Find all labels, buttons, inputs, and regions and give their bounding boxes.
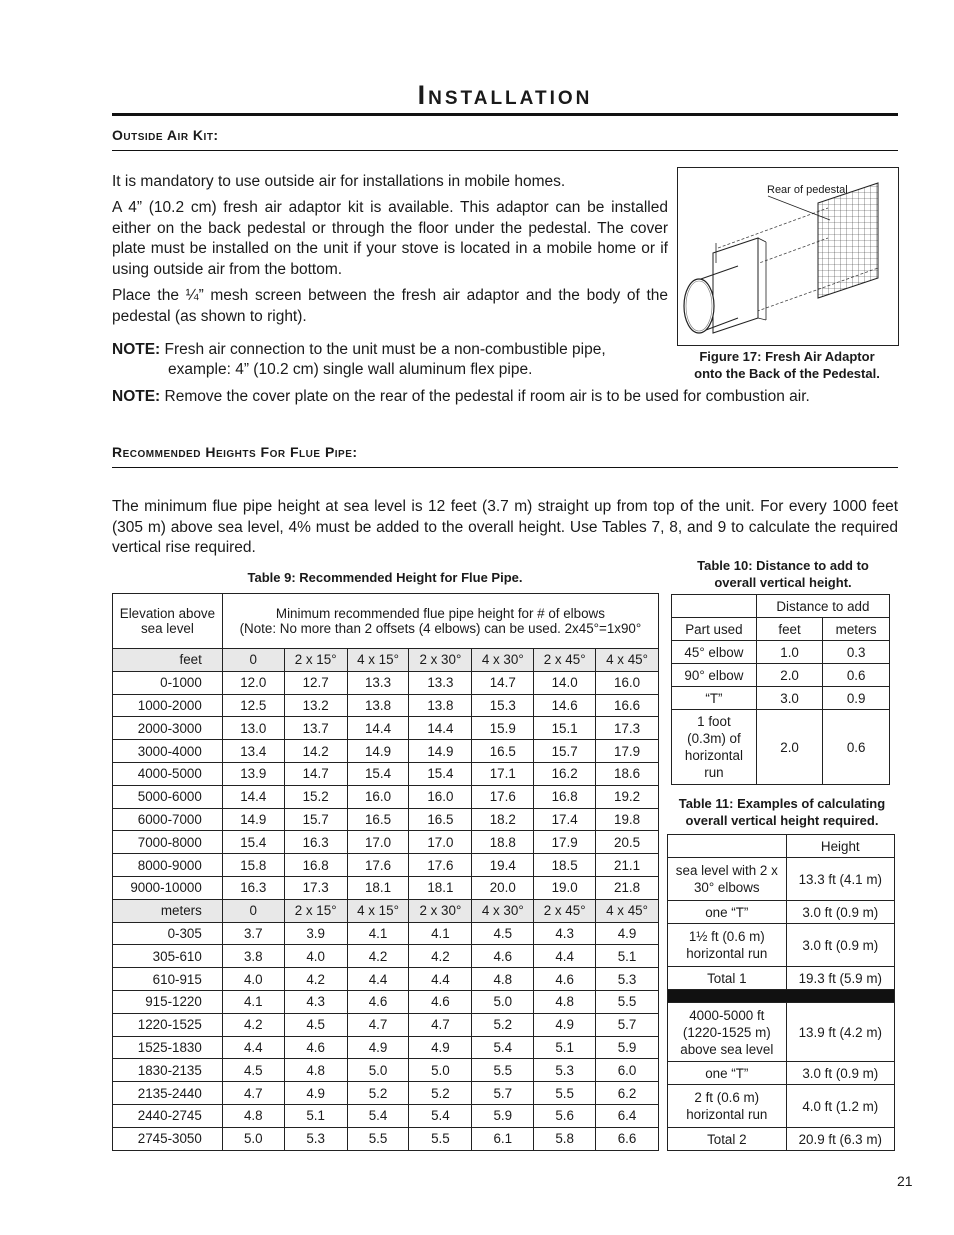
table9-feet_header bbox=[113, 649, 659, 672]
table-row bbox=[113, 1104, 659, 1127]
figure-label: Rear of pedestal bbox=[767, 184, 848, 196]
outside-air-heading: Outside Air Kit: bbox=[112, 127, 219, 143]
table-cell: 14.7 bbox=[284, 762, 347, 785]
table-cell: “T” bbox=[672, 687, 757, 710]
table-cell: 15.3 bbox=[472, 694, 534, 717]
table9-header-cell: feet bbox=[113, 649, 223, 672]
table-cell: 8000-9000 bbox=[113, 854, 223, 877]
table-cell: one “T” bbox=[668, 901, 787, 924]
table-cell: 5.3 bbox=[284, 1127, 347, 1150]
table9-header-cell: 2 x 15° bbox=[284, 649, 347, 672]
table9-header-cell: meters bbox=[113, 899, 223, 922]
table-cell: 4.6 bbox=[534, 968, 596, 991]
table-cell: 13.0 bbox=[222, 717, 284, 740]
table-cell: 4.5 bbox=[472, 922, 534, 945]
table-cell: 16.3 bbox=[222, 876, 284, 899]
table9-meters_header bbox=[113, 899, 659, 922]
table9-span-header-line1: Minimum recommended flue pipe height for # of elbows bbox=[275, 606, 605, 621]
table-row bbox=[113, 671, 659, 694]
table-cell: 4.8 bbox=[222, 1104, 284, 1127]
table-cell: 14.9 bbox=[409, 740, 472, 763]
table-row bbox=[113, 717, 659, 740]
table9-header-cell: 0 bbox=[222, 649, 284, 672]
table-row bbox=[668, 1128, 895, 1151]
table9-caption: Table 9: Recommended Height for Flue Pipe. bbox=[247, 570, 523, 585]
table-cell: 6000-7000 bbox=[113, 808, 223, 831]
table9-header-cell: 4 x 45° bbox=[596, 899, 659, 922]
table-cell: 1 foot (0.3m) of horizontal run bbox=[672, 710, 757, 785]
table-cell: Total 2 bbox=[668, 1128, 787, 1151]
table-cell: 5.0 bbox=[409, 1059, 472, 1082]
table10-empty-cell bbox=[672, 595, 757, 618]
table-cell: 15.4 bbox=[409, 762, 472, 785]
table-cell: 17.9 bbox=[534, 831, 596, 854]
table-cell: 6.0 bbox=[596, 1059, 659, 1082]
flue-rule bbox=[112, 467, 898, 468]
table-cell: one “T” bbox=[668, 1062, 787, 1085]
table-row bbox=[113, 1013, 659, 1036]
table-cell: 2 ft (0.6 m) horizontal run bbox=[668, 1085, 787, 1128]
table-cell: 2000-3000 bbox=[113, 717, 223, 740]
table-cell: 5.3 bbox=[534, 1059, 596, 1082]
table-cell: 14.7 bbox=[472, 671, 534, 694]
table10-header-cell: feet bbox=[756, 618, 822, 641]
table-cell: 9000-10000 bbox=[113, 876, 223, 899]
table10-header-cell: meters bbox=[823, 618, 890, 641]
note-2 bbox=[112, 387, 898, 407]
table-cell: 4.0 ft (1.2 m) bbox=[786, 1085, 894, 1128]
table-cell: 19.0 bbox=[534, 876, 596, 899]
table-cell: 16.5 bbox=[472, 740, 534, 763]
note-1-label: NOTE: bbox=[112, 341, 161, 358]
table9-header-cell: 2 x 45° bbox=[534, 649, 596, 672]
table-cell: 21.8 bbox=[596, 876, 659, 899]
table-cell: 18.2 bbox=[472, 808, 534, 831]
table-cell: 5.7 bbox=[472, 1082, 534, 1105]
outside-air-rule bbox=[112, 150, 898, 151]
table-cell: 4.9 bbox=[347, 1036, 409, 1059]
outside-air-p3: Place the ¼” mesh screen between the fresh air adaptor and the body of the pedestal (as shown to right). bbox=[112, 287, 668, 325]
table-row bbox=[113, 945, 659, 968]
table-cell: 4.4 bbox=[347, 968, 409, 991]
table-cell: 4.3 bbox=[534, 922, 596, 945]
table-cell: Total 1 bbox=[668, 967, 787, 990]
table-cell: 2135-2440 bbox=[113, 1082, 223, 1105]
table-cell: 15.7 bbox=[534, 740, 596, 763]
table9-header-cell: 4 x 45° bbox=[596, 649, 659, 672]
table-cell: 3.8 bbox=[222, 945, 284, 968]
table-cell: 0-305 bbox=[113, 922, 223, 945]
table-cell: 4.6 bbox=[284, 1036, 347, 1059]
table-row bbox=[113, 740, 659, 763]
outside-air-p1: It is mandatory to use outside air for installations in mobile homes. bbox=[112, 173, 566, 190]
table-row bbox=[668, 1085, 895, 1128]
table-cell: 17.6 bbox=[472, 785, 534, 808]
figure-caption bbox=[672, 348, 902, 382]
table-cell: 13.3 bbox=[347, 671, 409, 694]
table11-header-row bbox=[668, 835, 895, 858]
table-cell: 15.4 bbox=[347, 762, 409, 785]
table-cell: 17.0 bbox=[347, 831, 409, 854]
table-row bbox=[672, 710, 890, 785]
table-cell: 4.2 bbox=[284, 968, 347, 991]
table-cell: 3.0 ft (0.9 m) bbox=[786, 901, 894, 924]
table-cell: 3.0 bbox=[756, 687, 822, 710]
table-cell: 14.2 bbox=[284, 740, 347, 763]
table-cell: 20.9 ft (6.3 m) bbox=[786, 1128, 894, 1151]
table-row bbox=[113, 1036, 659, 1059]
table-cell: 3.0 ft (0.9 m) bbox=[786, 1062, 894, 1085]
table-row bbox=[668, 858, 895, 901]
table-cell: 4.5 bbox=[284, 1013, 347, 1036]
table-cell: 3.0 ft (0.9 m) bbox=[786, 924, 894, 967]
table-cell: 5.0 bbox=[222, 1127, 284, 1150]
table-cell: 12.7 bbox=[284, 671, 347, 694]
table-cell: 6.2 bbox=[596, 1082, 659, 1105]
table-cell: 4.7 bbox=[409, 1013, 472, 1036]
table-cell: 16.0 bbox=[409, 785, 472, 808]
table-cell: 45° elbow bbox=[672, 641, 757, 664]
table-cell: 16.8 bbox=[284, 854, 347, 877]
table-cell: 5.4 bbox=[347, 1104, 409, 1127]
table-cell: 5.1 bbox=[284, 1104, 347, 1127]
table9-header-cell: 4 x 30° bbox=[472, 649, 534, 672]
table-cell: 4.8 bbox=[284, 1059, 347, 1082]
table-row bbox=[672, 664, 890, 687]
table-cell: 4.4 bbox=[409, 968, 472, 991]
table10 bbox=[671, 594, 890, 785]
table-cell: 5.7 bbox=[596, 1013, 659, 1036]
note-1 bbox=[112, 340, 672, 360]
table-cell: 13.7 bbox=[284, 717, 347, 740]
table-row bbox=[113, 854, 659, 877]
figure-caption-line1: Figure 17: Fresh Air Adaptor bbox=[699, 349, 875, 364]
table-cell: 4000-5000 ft (1220-1525 m) above sea level bbox=[668, 1003, 787, 1062]
table-row bbox=[113, 990, 659, 1013]
table-cell: 3000-4000 bbox=[113, 740, 223, 763]
figure-17 bbox=[677, 167, 899, 346]
table-cell: 16.0 bbox=[347, 785, 409, 808]
table9-header-cell: 4 x 30° bbox=[472, 899, 534, 922]
table9-header-cell: 2 x 15° bbox=[284, 899, 347, 922]
table-cell: 5.2 bbox=[347, 1082, 409, 1105]
table-cell: 13.8 bbox=[347, 694, 409, 717]
table-cell: 2.0 bbox=[756, 664, 822, 687]
table10-caption-line2: overall vertical height. bbox=[714, 575, 852, 590]
table-cell: 6.6 bbox=[596, 1127, 659, 1150]
table11-caption bbox=[664, 795, 900, 829]
table-cell: 5.3 bbox=[596, 968, 659, 991]
table-cell: 13.4 bbox=[222, 740, 284, 763]
table-cell: 4.3 bbox=[284, 990, 347, 1013]
table-cell: 14.4 bbox=[347, 717, 409, 740]
table-cell: 4.1 bbox=[222, 990, 284, 1013]
table-cell: 15.1 bbox=[534, 717, 596, 740]
table-cell: 5.5 bbox=[472, 1059, 534, 1082]
table-cell: 19.4 bbox=[472, 854, 534, 877]
table-cell: 15.7 bbox=[284, 808, 347, 831]
table10-caption-line1: Table 10: Distance to add to bbox=[697, 558, 869, 573]
table-cell: 6.1 bbox=[472, 1127, 534, 1150]
table-cell: 17.3 bbox=[596, 717, 659, 740]
table-cell: 915-1220 bbox=[113, 990, 223, 1013]
table-cell: 17.3 bbox=[284, 876, 347, 899]
table-cell: 305-610 bbox=[113, 945, 223, 968]
table9-header-cell: 0 bbox=[222, 899, 284, 922]
table-cell: 18.5 bbox=[534, 854, 596, 877]
table-cell: 14.6 bbox=[534, 694, 596, 717]
page-number: 21 bbox=[897, 1173, 913, 1189]
table9-span-header bbox=[222, 594, 658, 649]
table-cell: 14.0 bbox=[534, 671, 596, 694]
table11-caption-line2: overall vertical height required. bbox=[685, 813, 879, 828]
table-row bbox=[113, 694, 659, 717]
table-cell: 5.4 bbox=[472, 1036, 534, 1059]
table-cell: 5.2 bbox=[472, 1013, 534, 1036]
table-cell: 15.9 bbox=[472, 717, 534, 740]
table-row bbox=[113, 1127, 659, 1150]
table-cell: 4.1 bbox=[347, 922, 409, 945]
table-cell: 18.6 bbox=[596, 762, 659, 785]
table11-divider bbox=[668, 990, 895, 1003]
table-cell: 7000-8000 bbox=[113, 831, 223, 854]
table-cell: 17.4 bbox=[534, 808, 596, 831]
table-cell: 4.4 bbox=[534, 945, 596, 968]
table-cell: 4.9 bbox=[284, 1082, 347, 1105]
table-cell: 4.6 bbox=[347, 990, 409, 1013]
table-cell: 5.5 bbox=[347, 1127, 409, 1150]
table-cell: 1.0 bbox=[756, 641, 822, 664]
table-row bbox=[113, 762, 659, 785]
table-cell: 1220-1525 bbox=[113, 1013, 223, 1036]
table11-divider-row bbox=[668, 990, 895, 1003]
table-row bbox=[113, 785, 659, 808]
table-cell: 610-915 bbox=[113, 968, 223, 991]
table-cell: 2440-2745 bbox=[113, 1104, 223, 1127]
table-cell: 16.0 bbox=[596, 671, 659, 694]
table-cell: 16.5 bbox=[409, 808, 472, 831]
table-cell: 4.6 bbox=[472, 945, 534, 968]
table-cell: 19.3 ft (5.9 m) bbox=[786, 967, 894, 990]
table-row bbox=[113, 1082, 659, 1105]
table-cell: 18.1 bbox=[409, 876, 472, 899]
table-row bbox=[113, 831, 659, 854]
table-row bbox=[668, 1062, 895, 1085]
table-cell: 5.8 bbox=[534, 1127, 596, 1150]
table-cell: 0.3 bbox=[823, 641, 890, 664]
table-cell: 5000-6000 bbox=[113, 785, 223, 808]
table-cell: 1525-1830 bbox=[113, 1036, 223, 1059]
table-cell: 5.2 bbox=[409, 1082, 472, 1105]
outside-air-p2: A 4” (10.2 cm) fresh air adaptor kit is available. This adaptor can be installed either on the back pedestal or through the floor under the pedestal. The cover plate must be installed on the unit if your stove is located in a mobile home or if using outside air from the bottom. bbox=[112, 199, 668, 278]
table9-header-row bbox=[113, 594, 659, 649]
table-row bbox=[672, 641, 890, 664]
table-cell: 13.3 bbox=[409, 671, 472, 694]
table-cell: 20.5 bbox=[596, 831, 659, 854]
table-row bbox=[668, 967, 895, 990]
table-cell: 15.2 bbox=[284, 785, 347, 808]
table-cell: 4.8 bbox=[534, 990, 596, 1013]
table9-header-cell: 4 x 15° bbox=[347, 649, 409, 672]
table-cell: 4.2 bbox=[409, 945, 472, 968]
table9-header-cell: 2 x 45° bbox=[534, 899, 596, 922]
table-cell: 5.5 bbox=[534, 1082, 596, 1105]
table-cell: 12.5 bbox=[222, 694, 284, 717]
table-cell: 13.3 ft (4.1 m) bbox=[786, 858, 894, 901]
table-cell: 16.2 bbox=[534, 762, 596, 785]
table-cell: 4.0 bbox=[284, 945, 347, 968]
table-cell: 17.1 bbox=[472, 762, 534, 785]
table9-span-header-line2: (Note: No more than 2 offsets (4 elbows) can be used. 2x45°=1x90° bbox=[239, 621, 642, 636]
table-cell: 2.0 bbox=[756, 710, 822, 785]
table-cell: 3.7 bbox=[222, 922, 284, 945]
table-row bbox=[113, 922, 659, 945]
table-cell: 0.9 bbox=[823, 687, 890, 710]
table-cell: 14.9 bbox=[222, 808, 284, 831]
table-cell: sea level with 2 x 30° elbows bbox=[668, 858, 787, 901]
table-row bbox=[113, 1059, 659, 1082]
table11-empty-cell bbox=[668, 835, 787, 858]
table-cell: 21.1 bbox=[596, 854, 659, 877]
table-cell: 15.8 bbox=[222, 854, 284, 877]
table-cell: 6.4 bbox=[596, 1104, 659, 1127]
table-row bbox=[668, 901, 895, 924]
note-1-line1: Fresh air connection to the unit must be a non-combustible pipe, bbox=[164, 341, 606, 358]
table-cell: 17.0 bbox=[409, 831, 472, 854]
table-cell: 4.8 bbox=[472, 968, 534, 991]
table-cell: 5.0 bbox=[472, 990, 534, 1013]
table-cell: 5.5 bbox=[409, 1127, 472, 1150]
page-title: Installation bbox=[417, 80, 593, 110]
table-cell: 17.6 bbox=[409, 854, 472, 877]
table-row bbox=[113, 808, 659, 831]
table-cell: 19.2 bbox=[596, 785, 659, 808]
table-cell: 4.9 bbox=[534, 1013, 596, 1036]
table-row bbox=[672, 687, 890, 710]
note-1-line2: example: 4” (10.2 cm) single wall aluminum flex pipe. bbox=[168, 361, 533, 378]
table-cell: 4.0 bbox=[222, 968, 284, 991]
table-row bbox=[668, 1003, 895, 1062]
table-cell: 13.8 bbox=[409, 694, 472, 717]
table-cell: 4.2 bbox=[347, 945, 409, 968]
note-2-text: Remove the cover plate on the rear of the pedestal if room air is to be used for combustion air. bbox=[164, 388, 810, 405]
table9-header-cell: 2 x 30° bbox=[409, 899, 472, 922]
table-cell: 13.9 bbox=[222, 762, 284, 785]
table10-caption bbox=[668, 557, 898, 591]
table-cell: 5.5 bbox=[596, 990, 659, 1013]
table11 bbox=[667, 834, 895, 1151]
table-cell: 1½ ft (0.6 m) horizontal run bbox=[668, 924, 787, 967]
table-cell: 16.3 bbox=[284, 831, 347, 854]
flue-heading: Recommended Heights For Flue Pipe: bbox=[112, 444, 358, 460]
table-cell: 16.6 bbox=[596, 694, 659, 717]
table-cell: 5.1 bbox=[534, 1036, 596, 1059]
table-cell: 12.0 bbox=[222, 671, 284, 694]
table-cell: 4.7 bbox=[222, 1082, 284, 1105]
table10-span-row bbox=[672, 595, 890, 618]
table-cell: 4.9 bbox=[596, 922, 659, 945]
table9-col0-header: Elevation above sea level bbox=[113, 594, 223, 649]
table-row bbox=[113, 968, 659, 991]
title-rule bbox=[112, 113, 898, 116]
table-cell: 16.8 bbox=[534, 785, 596, 808]
table-cell: 90° elbow bbox=[672, 664, 757, 687]
table10-header-cell: Part used bbox=[672, 618, 757, 641]
table10-header-row bbox=[672, 618, 890, 641]
table-cell: 0.6 bbox=[823, 710, 890, 785]
table-cell: 16.5 bbox=[347, 808, 409, 831]
table-cell: 5.0 bbox=[347, 1059, 409, 1082]
table11-caption-line1: Table 11: Examples of calculating bbox=[678, 796, 886, 811]
table-cell: 4.1 bbox=[409, 922, 472, 945]
table10-span-header: Distance to add bbox=[756, 595, 889, 618]
table-cell: 19.8 bbox=[596, 808, 659, 831]
table-cell: 1000-2000 bbox=[113, 694, 223, 717]
table-cell: 14.4 bbox=[222, 785, 284, 808]
table-cell: 0-1000 bbox=[113, 671, 223, 694]
table-cell: 5.9 bbox=[596, 1036, 659, 1059]
table-row bbox=[113, 876, 659, 899]
table-cell: 13.9 ft (4.2 m) bbox=[786, 1003, 894, 1062]
table11-header: Height bbox=[786, 835, 894, 858]
table-cell: 20.0 bbox=[472, 876, 534, 899]
table-cell: 2745-3050 bbox=[113, 1127, 223, 1150]
table-cell: 14.4 bbox=[409, 717, 472, 740]
table-cell: 18.8 bbox=[472, 831, 534, 854]
table-cell: 14.9 bbox=[347, 740, 409, 763]
note-2-label: NOTE: bbox=[112, 388, 161, 405]
table-cell: 5.6 bbox=[534, 1104, 596, 1127]
table-cell: 4.2 bbox=[222, 1013, 284, 1036]
table-cell: 17.9 bbox=[596, 740, 659, 763]
table9-header-cell: 2 x 30° bbox=[409, 649, 472, 672]
table9 bbox=[112, 593, 659, 1151]
figure-caption-line2: onto the Back of the Pedestal. bbox=[694, 366, 880, 381]
table-cell: 4.5 bbox=[222, 1059, 284, 1082]
table-cell: 1830-2135 bbox=[113, 1059, 223, 1082]
table-cell: 4.7 bbox=[347, 1013, 409, 1036]
table-cell: 15.4 bbox=[222, 831, 284, 854]
table-cell: 5.4 bbox=[409, 1104, 472, 1127]
table9-header-cell: 4 x 15° bbox=[347, 899, 409, 922]
table-cell: 4000-5000 bbox=[113, 762, 223, 785]
table-cell: 0.6 bbox=[823, 664, 890, 687]
table-cell: 4.4 bbox=[222, 1036, 284, 1059]
table-cell: 5.1 bbox=[596, 945, 659, 968]
table-cell: 4.9 bbox=[409, 1036, 472, 1059]
table-cell: 17.6 bbox=[347, 854, 409, 877]
table-cell: 5.9 bbox=[472, 1104, 534, 1127]
flue-p1: The minimum flue pipe height at sea level is 12 feet (3.7 m) straight up from top of the unit. For every 1000 feet (305 m) above sea level, 4% must be added to the overall height. Use Tables 7, 8, and 9 to calculate the required vertical rise required. bbox=[112, 498, 898, 557]
table-cell: 13.2 bbox=[284, 694, 347, 717]
table-cell: 18.1 bbox=[347, 876, 409, 899]
table-cell: 3.9 bbox=[284, 922, 347, 945]
table-cell: 4.6 bbox=[409, 990, 472, 1013]
table-row bbox=[668, 924, 895, 967]
